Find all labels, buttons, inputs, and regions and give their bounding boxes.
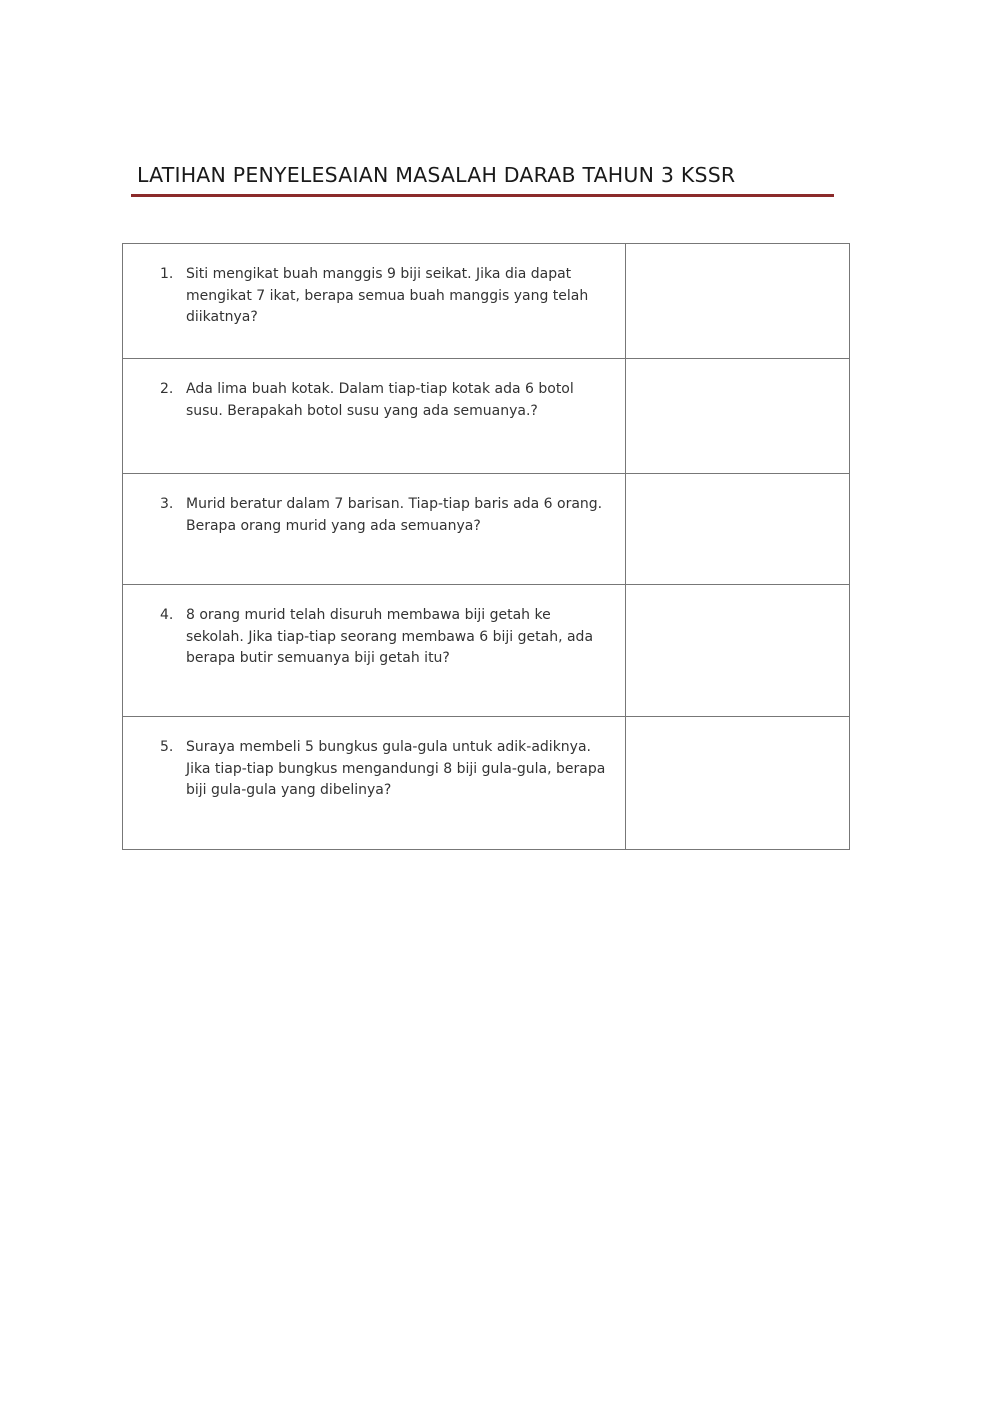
answer-cell-5[interactable] — [626, 717, 850, 850]
answer-cell-1[interactable] — [626, 244, 850, 359]
question-text-3: Murid beratur dalam 7 barisan. Tiap-tiap baris ada 6 orang. Berapa orang murid yang ada semuanya? — [186, 496, 603, 534]
question-number-1: 1. — [160, 266, 174, 282]
question-table — [122, 243, 850, 850]
answer-cell-2[interactable] — [626, 359, 850, 474]
title-underline — [131, 194, 834, 197]
question-text-1: Siti mengikat buah manggis 9 biji seikat. Jika dia dapat mengikat 7 ikat, berapa semua buah manggis yang telah diikatnya? — [186, 266, 589, 325]
question-text-5: Suraya membeli 5 bungkus gula-gula untuk adik-adiknya. Jika tiap-tiap bungkus mengandungi 8 biji gula-gula, berapa biji gula-gula yang dibelinya? — [186, 739, 606, 798]
question-cell-2 — [123, 359, 626, 474]
question-text-4: 8 orang murid telah disuruh membawa biji getah ke sekolah. Jika tiap-tiap seorang membawa 6 biji getah, ada berapa butir semuanya biji getah itu? — [186, 607, 594, 666]
question-cell-1 — [123, 244, 626, 359]
question-cell-5 — [123, 717, 626, 850]
question-row-5 — [123, 717, 850, 850]
question-row-3 — [123, 474, 850, 585]
question-row-2 — [123, 359, 850, 474]
question-number-4: 4. — [160, 607, 174, 623]
question-number-2: 2. — [160, 381, 174, 397]
answer-cell-3[interactable] — [626, 474, 850, 585]
question-number-3: 3. — [160, 496, 174, 512]
question-row-1 — [123, 244, 850, 359]
question-text-2: Ada lima buah kotak. Dalam tiap-tiap kotak ada 6 botol susu. Berapakah botol susu yang ada semuanya.? — [186, 381, 574, 419]
question-cell-4 — [123, 585, 626, 717]
worksheet-title: LATIHAN PENYELESAIAN MASALAH DARAB TAHUN 3 KSSR — [137, 163, 736, 187]
question-cell-3 — [123, 474, 626, 585]
answer-cell-4[interactable] — [626, 585, 850, 717]
question-row-4 — [123, 585, 850, 717]
question-number-5: 5. — [160, 739, 174, 755]
